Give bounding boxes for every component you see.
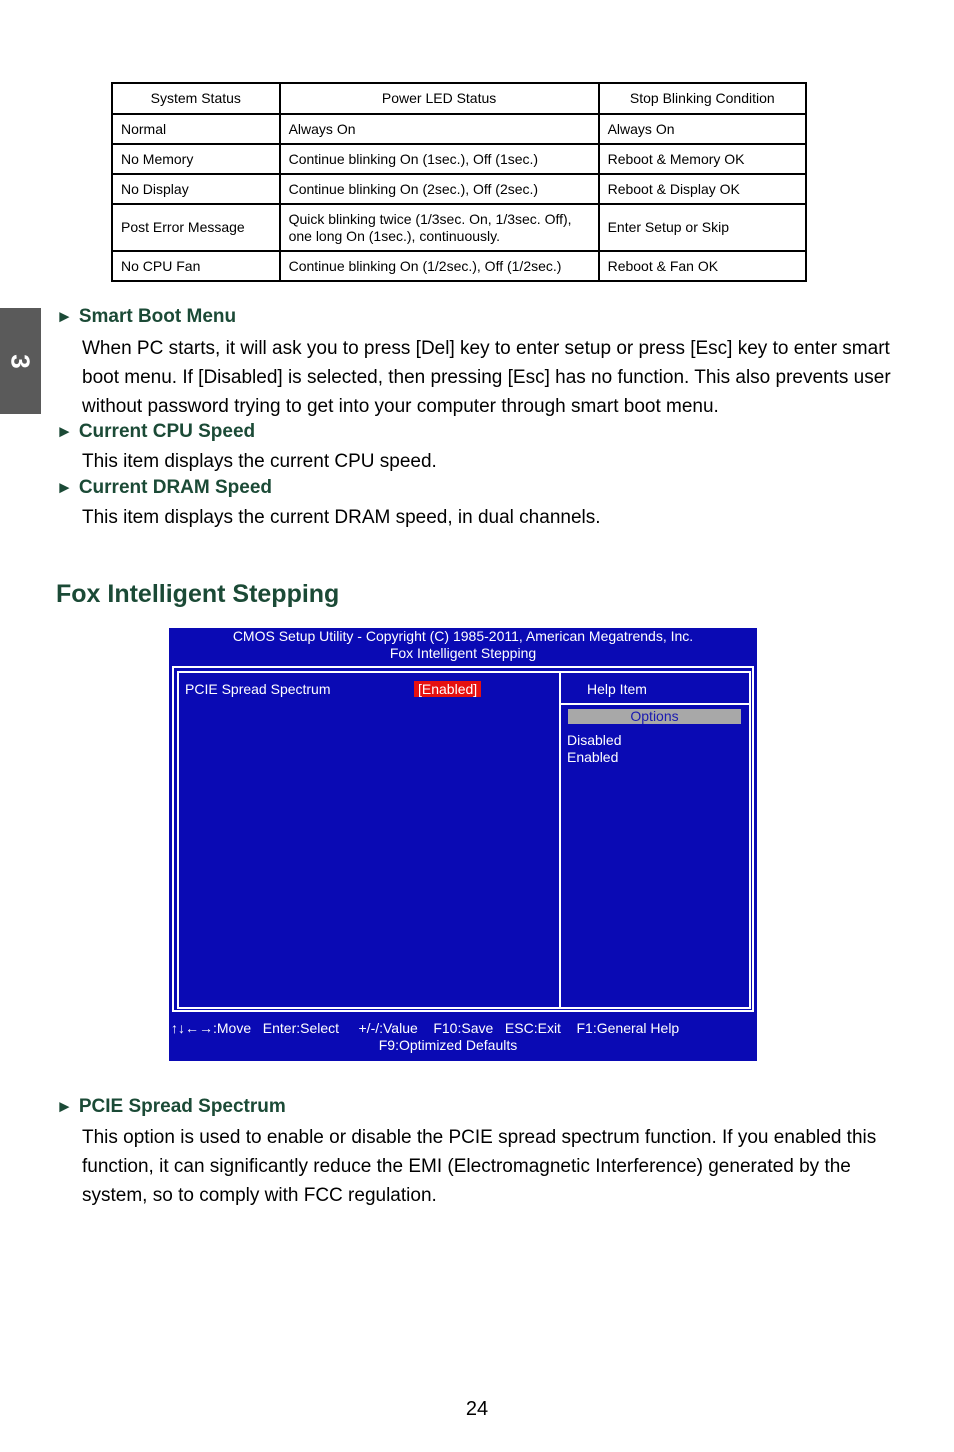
- cell-led: [280, 204, 599, 251]
- cell-stop: Reboot & Fan OK: [599, 251, 806, 281]
- page-title: Fox Intelligent Stepping: [56, 580, 340, 608]
- led-status-table: [111, 82, 807, 282]
- section-text-pcie: This option is used to enable or disable the PCIE spread spectrum function. If you enabled this function, it can significantly reduce the EMI (Electromagnetic Interference) generated by the system, so to comply with FCC regulation.: [82, 1127, 877, 1206]
- bios-divider: [559, 673, 561, 1007]
- cell-stop: Enter Setup or Skip: [599, 204, 806, 251]
- bios-key-defaults: F9:Optimized Defaults: [378, 1037, 518, 1053]
- section-text-dram-speed: This item displays the current DRAM speed, in dual channels.: [82, 507, 601, 528]
- chapter-tab: [0, 308, 41, 414]
- cell-status: Normal: [112, 114, 280, 144]
- help-divider: [561, 703, 749, 705]
- cell-led: Continue blinking On (1/2sec.), Off (1/2sec.): [280, 251, 599, 281]
- cell-stop: Reboot & Memory OK: [599, 144, 806, 174]
- cell-led: Always On: [280, 114, 599, 144]
- bios-item-value[interactable]: [Enabled]: [414, 681, 481, 697]
- section-title: Current CPU Speed: [78, 421, 256, 442]
- table-row: [112, 114, 806, 144]
- cell-status: Post Error Message: [112, 204, 280, 251]
- bios-footer: [169, 1020, 757, 1054]
- header-stop-blinking: Stop Blinking Condition: [599, 83, 806, 114]
- bios-key-help: ↑↓←→:Move Enter:Select +/-/:Value F10:Save ESC:Exit F1:General Help: [171, 1020, 680, 1036]
- bios-frame-outer: [172, 666, 754, 1012]
- page-number: 24: [465, 1398, 489, 1420]
- table-header-row: [112, 83, 806, 114]
- header-power-led-status: Power LED Status: [280, 83, 599, 114]
- option-disabled[interactable]: Disabled: [567, 732, 622, 748]
- options-header: Options: [568, 709, 741, 724]
- section-heading-pcie: [56, 1096, 286, 1118]
- section-title: Current DRAM Speed: [78, 477, 273, 498]
- table-row: [112, 174, 806, 204]
- bios-header: [169, 628, 757, 662]
- cell-status: No Memory: [112, 144, 280, 174]
- cell-led: Continue blinking On (1sec.), Off (1sec.): [280, 144, 599, 174]
- bios-copyright: CMOS Setup Utility - Copyright (C) 1985-2011, American Megatrends, Inc.: [232, 628, 694, 644]
- section-text-smart-boot: When PC starts, it will ask you to press [Del] key to enter setup or press [Esc] key to enter smart boot menu. If [Disabled] is selected, then pressing [Esc] has no function. This also prevents user without password trying to get into your computer through smart boot menu.: [82, 338, 891, 417]
- section-heading-smart-boot: [56, 306, 236, 328]
- table-row: [112, 204, 806, 251]
- bios-frame-inner: [177, 671, 751, 1009]
- header-system-status: System Status: [112, 83, 280, 114]
- option-enabled[interactable]: Enabled: [567, 749, 619, 765]
- chapter-number: 3: [5, 354, 36, 369]
- table-row: [112, 251, 806, 281]
- arrow-right-icon: ►: [56, 478, 73, 497]
- table-row: [112, 144, 806, 174]
- bios-screen: [169, 628, 757, 1061]
- cell-led-line2: one long On (1sec.), continuously.: [288, 227, 500, 244]
- cell-led-line1: Quick blinking twice (1/3sec. On, 1/3sec. Off),: [288, 210, 572, 227]
- cell-status: No CPU Fan: [112, 251, 280, 281]
- section-heading-cpu-speed: [56, 421, 255, 443]
- section-text-cpu-speed: This item displays the current CPU speed.: [82, 451, 437, 472]
- cell-stop: Always On: [599, 114, 806, 144]
- bios-item-pcie-spread[interactable]: PCIE Spread Spectrum: [185, 681, 331, 697]
- section-title: Smart Boot Menu: [78, 306, 237, 327]
- section-title: PCIE Spread Spectrum: [78, 1096, 286, 1117]
- arrow-right-icon: ►: [56, 307, 73, 326]
- cell-stop: Reboot & Display OK: [599, 174, 806, 204]
- cell-led: Continue blinking On (2sec.), Off (2sec.): [280, 174, 599, 204]
- cell-status: No Display: [112, 174, 280, 204]
- arrow-right-icon: ►: [56, 1097, 73, 1116]
- arrow-right-icon: ►: [56, 422, 73, 441]
- bios-page-title: Fox Intelligent Stepping: [389, 645, 537, 661]
- help-item-title: Help Item: [587, 681, 647, 697]
- section-heading-dram-speed: [56, 477, 272, 499]
